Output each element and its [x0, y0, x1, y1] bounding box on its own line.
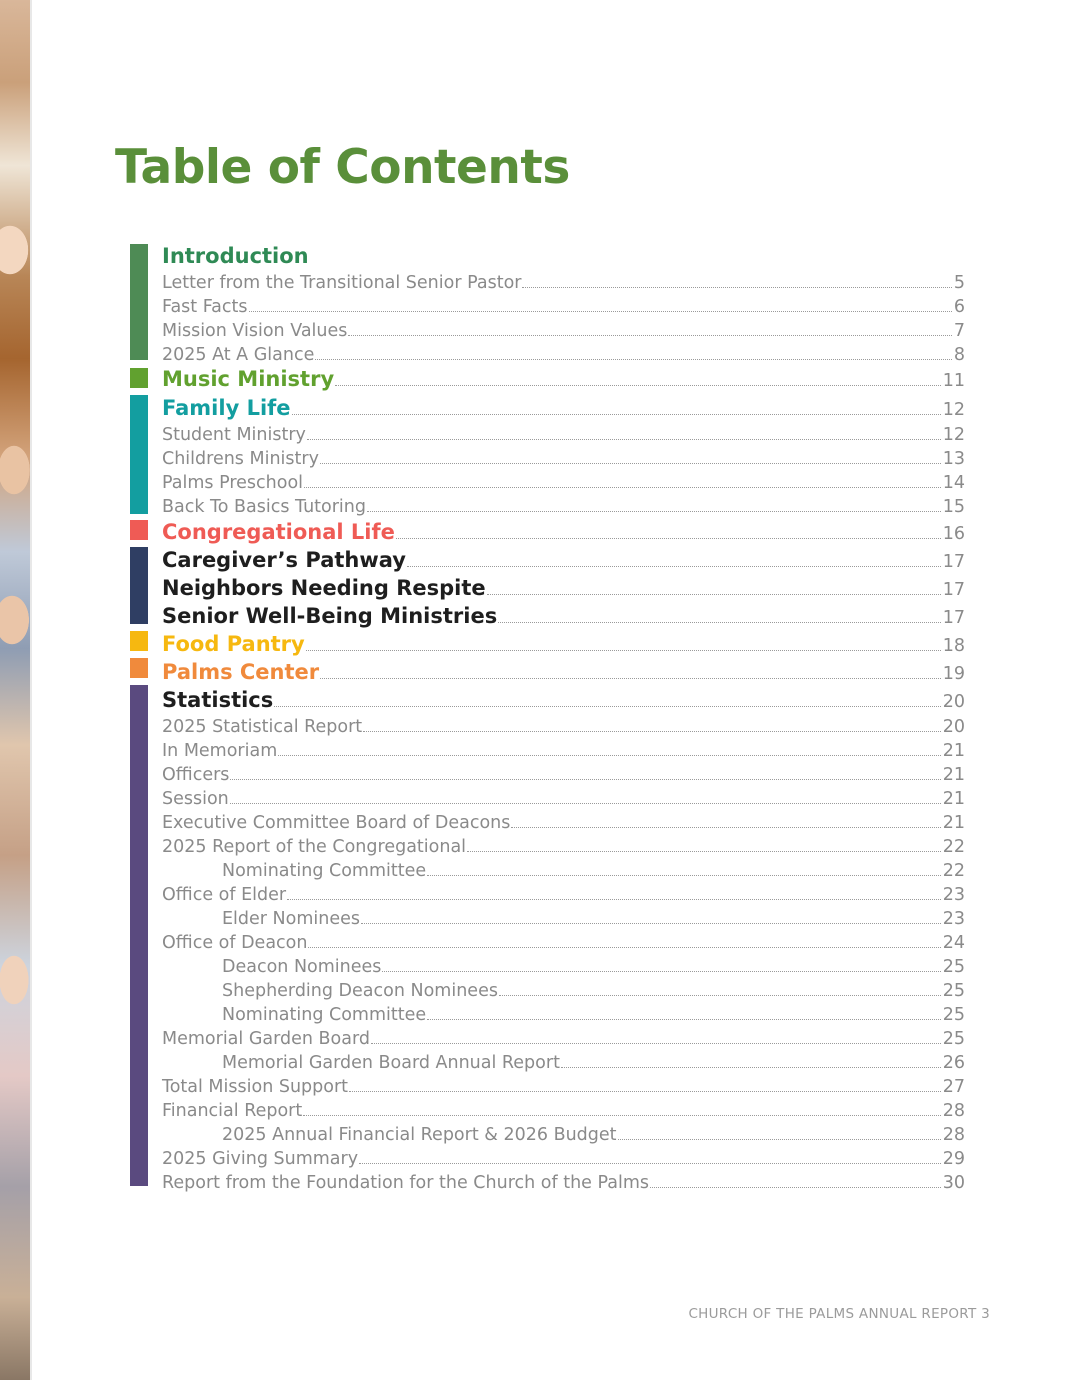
section-bar-statistics: [130, 685, 148, 1186]
toc-entry-title: Introduction: [162, 244, 309, 268]
toc-page-number: 13: [942, 449, 965, 469]
section-bar-congregational: [130, 520, 148, 540]
toc-dot-leader: [315, 358, 952, 360]
toc-entry[interactable]: [162, 833, 965, 857]
section-bar-care: [130, 547, 148, 624]
page-title: Table of Contents: [115, 140, 570, 195]
toc-dot-leader: [278, 754, 940, 756]
toc-page-number: 14: [942, 473, 965, 493]
toc-dot-leader: [367, 510, 941, 512]
toc-dot-leader: [522, 286, 951, 288]
toc-page-number: 22: [942, 861, 965, 881]
toc-dot-leader: [348, 334, 951, 336]
section-bar-music: [130, 368, 148, 388]
toc-page-number: 17: [942, 580, 965, 600]
toc-entry[interactable]: [162, 713, 965, 737]
toc-page-number: 17: [942, 608, 965, 628]
toc-entry-title: Nominating Committee: [222, 861, 427, 881]
toc-entry[interactable]: [222, 905, 965, 929]
toc-dot-leader: [487, 593, 941, 595]
toc-dot-leader: [230, 802, 941, 804]
toc-entry[interactable]: [162, 396, 965, 420]
toc-entry-title: Congregational Life: [162, 520, 395, 544]
toc-entry-title: Fast Facts: [162, 297, 248, 317]
section-bar-food: [130, 631, 148, 651]
toc-entry[interactable]: [162, 1169, 965, 1193]
toc-entry[interactable]: [162, 244, 965, 268]
toc-entry-title: Memorial Garden Board Annual Report: [222, 1053, 560, 1073]
toc-page-number: 25: [942, 1005, 965, 1025]
toc-entry[interactable]: [162, 604, 965, 628]
toc-entry[interactable]: [162, 660, 965, 684]
toc-entry[interactable]: [162, 317, 965, 341]
toc-entry[interactable]: [162, 761, 965, 785]
toc-page-number: 12: [942, 425, 965, 445]
toc-dot-leader: [427, 1018, 941, 1020]
toc-entry[interactable]: [162, 520, 965, 544]
toc-entry-title: In Memoriam: [162, 741, 278, 761]
toc-entry-title: Caregiver’s Pathway: [162, 548, 406, 572]
toc-entry[interactable]: [222, 1049, 965, 1073]
toc-dot-leader: [511, 826, 940, 828]
toc-entry-title: 2025 Report of the Congregational: [162, 837, 467, 857]
toc-dot-leader: [650, 1186, 941, 1188]
toc-entry[interactable]: [222, 1121, 965, 1145]
toc-entry-title: Deacon Nominees: [222, 957, 382, 977]
toc-page-number: 28: [942, 1101, 965, 1121]
toc-entry[interactable]: [162, 737, 965, 761]
toc-page-number: 18: [942, 636, 965, 656]
toc-page-number: 28: [942, 1125, 965, 1145]
toc-entry[interactable]: [222, 977, 965, 1001]
toc-page-number: 11: [942, 371, 965, 391]
toc-entry[interactable]: [222, 857, 965, 881]
toc-page-number: 25: [942, 981, 965, 1001]
toc-dot-leader: [618, 1138, 941, 1140]
toc-page-number: 23: [942, 909, 965, 929]
toc-entry[interactable]: [162, 421, 965, 445]
toc-dot-leader: [335, 384, 941, 386]
toc-dot-leader: [320, 462, 941, 464]
toc-entry-title: Letter from the Transitional Senior Pastor: [162, 273, 522, 293]
toc-entry-title: Memorial Garden Board: [162, 1029, 370, 1049]
toc-dot-leader: [349, 1090, 941, 1092]
toc-dot-leader: [371, 1042, 941, 1044]
toc-page-number: 21: [942, 765, 965, 785]
toc-dot-leader: [361, 922, 941, 924]
toc-page-number: 21: [942, 741, 965, 761]
toc-page-number: 26: [942, 1053, 965, 1073]
toc-entry-title: Palms Preschool: [162, 473, 304, 493]
toc-entry-title: Elder Nominees: [222, 909, 361, 929]
toc-page-number: 20: [942, 692, 965, 712]
toc-entry-title: Student Ministry: [162, 425, 306, 445]
toc-entry[interactable]: [162, 1097, 965, 1121]
cover-photo-strip: [0, 0, 32, 1380]
toc-entry-title: Office of Elder: [162, 885, 287, 905]
toc-entry-title: Total Mission Support: [162, 1077, 349, 1097]
toc-entry[interactable]: [162, 493, 965, 517]
page-footer: CHURCH OF THE PALMS ANNUAL REPORT 3: [688, 1306, 990, 1322]
toc-entry-title: Report from the Foundation for the Church of the Palms: [162, 1173, 650, 1193]
toc-dot-leader: [498, 621, 941, 623]
toc-dot-leader: [292, 413, 941, 415]
toc-page-number: 15: [942, 497, 965, 517]
toc-entry[interactable]: [162, 293, 965, 317]
toc-entry[interactable]: [162, 929, 965, 953]
toc-entry-title: Palms Center: [162, 660, 320, 684]
section-bar-introduction: [130, 244, 148, 360]
toc-dot-leader: [359, 1162, 941, 1164]
toc-page-number: 12: [942, 400, 965, 420]
toc-dot-leader: [407, 565, 941, 567]
toc-entry[interactable]: [222, 1001, 965, 1025]
toc-entry[interactable]: [162, 548, 965, 572]
toc-entry[interactable]: [162, 632, 965, 656]
toc-entry[interactable]: [162, 1145, 965, 1169]
toc-dot-leader: [303, 1114, 941, 1116]
toc-dot-leader: [561, 1066, 941, 1068]
toc-entry[interactable]: [162, 809, 965, 833]
toc-entry[interactable]: [222, 953, 965, 977]
section-bar-family: [130, 395, 148, 514]
toc-page-number: 17: [942, 552, 965, 572]
toc-page-number: 25: [942, 1029, 965, 1049]
toc-entry-title: 2025 Statistical Report: [162, 717, 363, 737]
toc-entry[interactable]: [162, 341, 965, 365]
toc-page-number: 8: [953, 345, 965, 365]
toc-page-number: 25: [942, 957, 965, 977]
toc-entry-title: Senior Well-Being Ministries: [162, 604, 498, 628]
toc-dot-leader: [307, 438, 941, 440]
toc-entry[interactable]: [162, 576, 965, 600]
toc-page-number: 23: [942, 885, 965, 905]
toc-page-number: 20: [942, 717, 965, 737]
toc-entry-title: 2025 Giving Summary: [162, 1149, 359, 1169]
toc-dot-leader: [427, 874, 941, 876]
section-bar-palms-center: [130, 658, 148, 678]
toc-page-number: 16: [942, 524, 965, 544]
toc-entry[interactable]: [162, 881, 965, 905]
toc-dot-leader: [230, 778, 940, 780]
toc-dot-leader: [249, 310, 952, 312]
toc-entry[interactable]: [162, 469, 965, 493]
toc-page-number: 19: [942, 664, 965, 684]
toc-page-number: 21: [942, 813, 965, 833]
toc-page-number: 29: [942, 1149, 965, 1169]
toc-entry[interactable]: [162, 269, 965, 293]
toc-entry[interactable]: [162, 1025, 965, 1049]
toc-dot-leader: [320, 677, 941, 679]
toc-page-number: 5: [953, 273, 965, 293]
toc-entry-title: Neighbors Needing Respite: [162, 576, 486, 600]
toc-entry-title: Music Ministry: [162, 367, 335, 391]
toc-page-number: 22: [942, 837, 965, 857]
toc-page-number: 24: [942, 933, 965, 953]
toc-dot-leader: [308, 946, 940, 948]
toc-page-number: 7: [953, 321, 965, 341]
toc-entry-title: Mission Vision Values: [162, 321, 348, 341]
toc-dot-leader: [363, 730, 941, 732]
toc-dot-leader: [499, 994, 941, 996]
toc-entry-title: Childrens Ministry: [162, 449, 319, 469]
toc-entry[interactable]: [162, 367, 965, 391]
toc-entry[interactable]: [162, 785, 965, 809]
toc-entry-title: Session: [162, 789, 229, 809]
toc-dot-leader: [304, 486, 941, 488]
toc-entry-title: Statistics: [162, 688, 274, 712]
toc-entry[interactable]: [162, 1073, 965, 1097]
toc-entry-title: Office of Deacon: [162, 933, 308, 953]
toc-dot-leader: [396, 537, 941, 539]
toc-entry-title: Officers: [162, 765, 230, 785]
toc-entry-title: 2025 Annual Financial Report & 2026 Budget: [222, 1125, 617, 1145]
toc-dot-leader: [287, 898, 941, 900]
toc-page-number: 27: [942, 1077, 965, 1097]
toc-page-number: 6: [953, 297, 965, 317]
toc-entry-title: Executive Committee Board of Deacons: [162, 813, 511, 833]
toc-entry-title: 2025 At A Glance: [162, 345, 315, 365]
toc-dot-leader: [306, 649, 941, 651]
toc-entry-title: Family Life: [162, 396, 291, 420]
toc-entry-title: Nominating Committee: [222, 1005, 427, 1025]
toc-dot-leader: [274, 705, 940, 707]
toc-entry-title: Shepherding Deacon Nominees: [222, 981, 498, 1001]
toc-entry[interactable]: [162, 445, 965, 469]
toc-entry-title: Financial Report: [162, 1101, 303, 1121]
toc-entry-title: Back To Basics Tutoring: [162, 497, 366, 517]
toc-dot-leader: [467, 850, 941, 852]
toc-entry-title: Food Pantry: [162, 632, 305, 656]
toc-entry[interactable]: [162, 688, 965, 712]
toc-dot-leader: [382, 970, 940, 972]
toc-page-number: 30: [942, 1173, 965, 1193]
toc-page-number: 21: [942, 789, 965, 809]
